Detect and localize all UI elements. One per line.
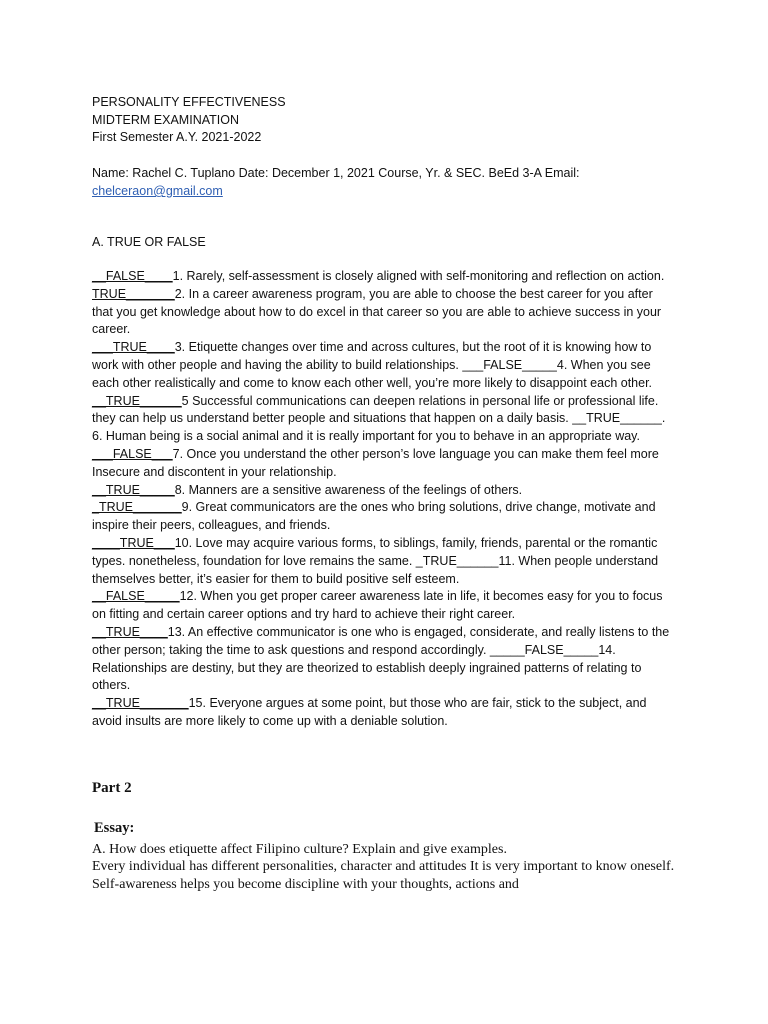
list-item	[92, 588, 672, 624]
true-false-list	[92, 268, 672, 731]
question-text: 15. Everyone argues at some point, but those who are fair, stick to the subject, and avoid insults are more likely to come up with a deniable solution.	[92, 696, 647, 728]
answer-text: __FALSE____	[92, 269, 173, 283]
question-text: 10. Love may acquire various forms, to siblings, family, friends, parental or the romantic types. nonetheless, foundation for love remains the same. _TRUE______11. When people understand themselves better, it’s easier for them to build positive self esteem.	[92, 535, 659, 586]
list-item	[92, 268, 672, 286]
question-text: 7. Once you understand the other person’s love language you can make them feel more Insecure and discontent in your relationship.	[92, 446, 659, 479]
answer-text: ___TRUE____	[92, 340, 175, 355]
answer-text: __FALSE_____	[92, 589, 180, 604]
email-link[interactable]: chelceraon@gmail.com	[92, 184, 223, 198]
answer-text: ____TRUE___	[92, 535, 175, 550]
question-text: 2. In a career awareness program, you are able to choose the best career for you after that you get knowledge about how to do excel in that career so you are able to achieve success in your career.	[92, 286, 662, 337]
exam-title: MIDTERM EXAMINATION	[92, 112, 239, 127]
list-item	[92, 535, 672, 588]
question-text: 8. Manners are a sensitive awareness of the feelings of others.	[174, 482, 523, 497]
essay-answer: Every individual has different personalities, character and attitudes It is very important to know oneself. Self-awareness helps you become discipline with your thoughts, actions and	[92, 859, 675, 892]
answer-text: __TRUE_____	[92, 482, 175, 497]
list-item	[92, 286, 672, 339]
student-info-text: Name: Rachel C. Tuplano Date: December 1, 2021 Course, Yr. & SEC. BeEd 3-A Email:	[92, 166, 580, 180]
list-item	[92, 499, 672, 535]
answer-text: ___FALSE___	[92, 446, 173, 461]
list-item	[92, 446, 672, 482]
essay-section	[92, 820, 692, 893]
essay-question: A. How does etiquette affect Filipino culture? Explain and give examples.	[92, 841, 507, 857]
answer-text: __TRUE______	[92, 393, 182, 408]
question-text: 12. When you get proper career awareness late in life, it becomes easy for you to focus on fitting and certain career options and try hard to achieve their right career.	[92, 589, 663, 622]
student-info	[92, 164, 692, 200]
list-item	[92, 695, 672, 731]
course-title: PERSONALITY EFFECTIVENESS	[92, 95, 286, 109]
answer-text: __TRUE_______	[92, 696, 189, 711]
section-a-title: A. TRUE OR FALSE	[92, 235, 206, 249]
list-item	[92, 482, 672, 500]
answer-text: __TRUE____	[92, 624, 168, 639]
list-item	[92, 339, 672, 392]
question-text: 9. Great communicators are the ones who bring solutions, drive change, motivate and inspire their peers, colleagues, and friends.	[92, 500, 656, 533]
answer-text: _TRUE_______	[92, 500, 182, 515]
exam-header	[92, 94, 286, 147]
semester-line: First Semester A.Y. 2021-2022	[92, 130, 262, 144]
question-text: 5 Successful communications can deepen relations in personal life or professional life. they can help us understand better people and situations that happen on a daily basis. __TRUE______. 6. Human being is a social animal and it is really important for you to behave in an appropriate way.	[92, 393, 666, 444]
question-text: 13. An effective communicator is one who is engaged, considerate, and really listens to the other person; taking the time to ask questions and respond accordingly. _____FALSE_____14. Relationships are destiny, but they are theorized to establish deeply ingrained patterns of relating to others.	[92, 624, 670, 693]
question-text: 1. Rarely, self-assessment is closely aligned with self-monitoring and reflection on action.	[172, 269, 665, 283]
part2-title: Part 2	[92, 780, 132, 796]
question-text: 3. Etiquette changes over time and across cultures, but the root of it is knowing how to work with other people and having the ability to build relationships. ___FALSE_____4. When you see each other realistically and come to know each other well, you’re more likely to disappoint each other.	[92, 340, 653, 390]
answer-text: TRUE_______	[92, 286, 175, 301]
list-item	[92, 624, 672, 695]
essay-label: Essay:	[94, 820, 135, 836]
list-item	[92, 393, 672, 446]
